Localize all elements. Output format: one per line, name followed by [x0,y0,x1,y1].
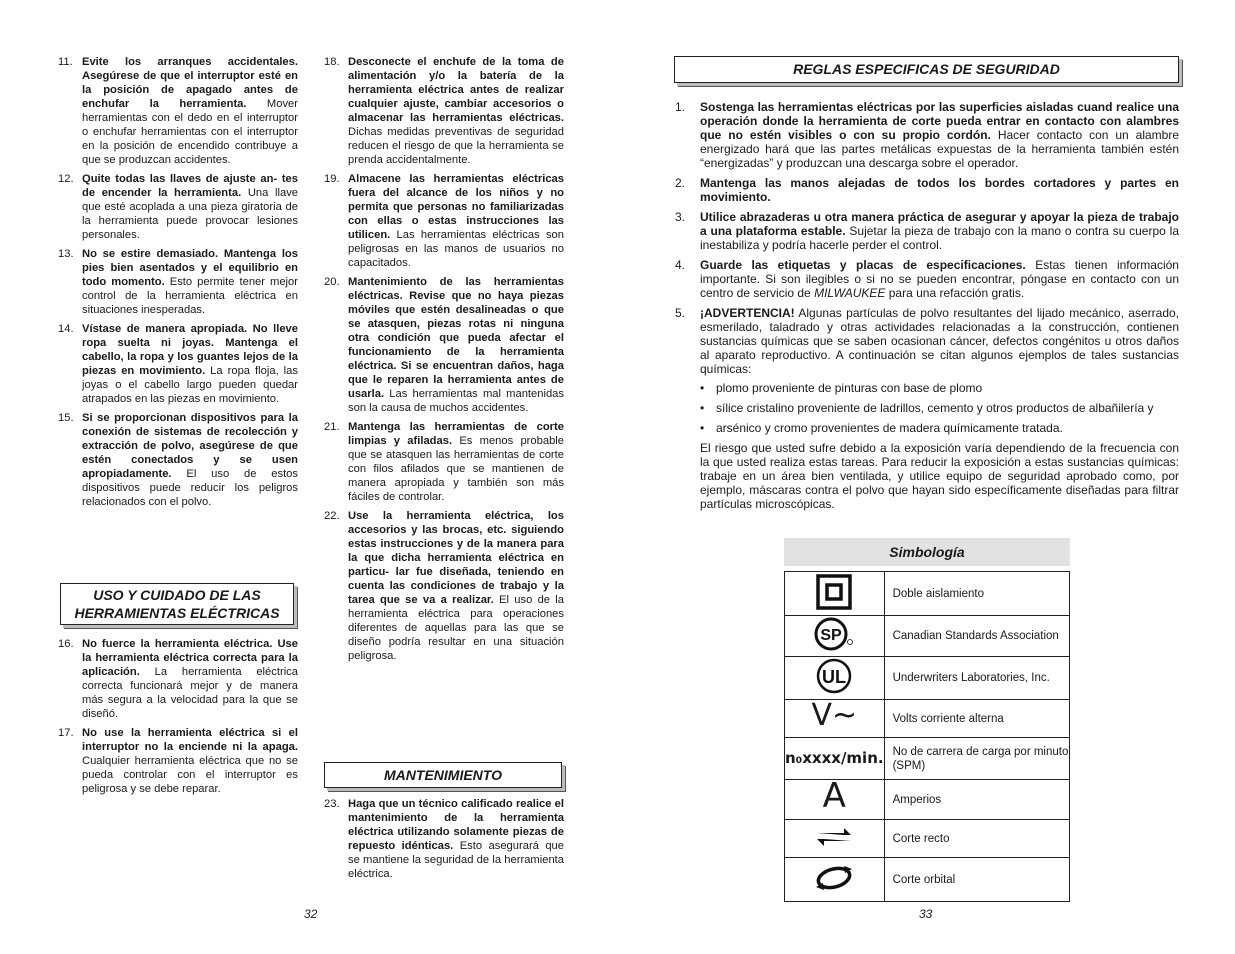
warning-paragraph: El riesgo que usted sufre debido a la exposición varía dependiendo de la frecuencia con la que usted realiza estas tareas. Para reducir la exposición a estas sustancias químicas: trabaje en un área bien ventilada, y utilice equipo de seguridad aprobado como, por ejemplo, máscaras contra el polvo que hayan sido específicamente diseñadas para filtrar partículas microscópicas. [700,441,1179,511]
item-italic-text: MILWAUKEE [810,286,886,300]
item-body-text: Las herramientas eléctricas son peligrosas en las manos de usuarios no capacitados. [348,229,564,269]
list-item [324,55,564,167]
item-body-text: Esto permite tener mejor control de la herramienta eléctrica en situaciones inesperadas. [82,276,298,316]
ul-icon [785,657,885,700]
item-body-text: Sujetar la pieza de trabajo con la mano o contra su cuerpo la inestabiliza y podría hacerle perder el control. [700,224,1179,252]
symbol-row [785,657,1070,700]
item-bold-text: Desconecte el enchufe de la toma de alimentación y/o la batería de la herramienta eléctrica antes de realizar cualquier ajuste, cambiar accesorios o almacenar las herramientas eléctricas. [348,56,564,124]
item-tail-text: para una refacción gratis. [885,286,1025,300]
symbols-title: Simbología [784,538,1070,566]
item-number: 18. [324,56,340,68]
item-number: 13. [58,248,74,260]
item-body-text: Las herramientas mal mantenidas son la causa de muchos accidentes. [348,388,564,414]
item-body-text: Dichas medidas preventivas de seguridad reducen el riesgo de que la herramienta se prenda accidentalmente. [348,126,564,166]
item-text [348,275,564,415]
section-title-reglas: REGLAS ESPECIFICAS DE SEGURIDAD [793,61,1060,77]
symbol-label: Doble aislamiento [884,572,1069,616]
item-bold-text: Haga que un técnico calificado realice el mantenimiento de la herramienta eléctrica utilizando solamente piezas de repuesto idénticas. [348,798,564,852]
item-number: 15. [58,412,74,424]
item-bold-text: Sostenga las herramientas eléctricas por las superficies aisladas cuand realice una operación donde la herramienta de corte pueda entrar en contacto con alambres que no estén visibles o con su propio cordón. [700,100,1179,142]
list-item [58,726,298,796]
item-body-text: La herramienta eléctrica correcta funcionará mejor y de manera más segura a la velocidad para la que se diseñó. [82,666,298,720]
item-bold-text: Mantenga las manos alejadas de todos los bordes cortadores y partes en movimiento. [700,176,1179,204]
section-title-uso: USO Y CUIDADO DE LAS HERRAMIENTAS ELÉCTRICAS [74,587,280,621]
item-number: 11. [58,56,73,68]
symbol-label: Amperios [884,780,1069,820]
symbol-glyph: A [822,775,846,816]
symbol-label: Canadian Standards Association [884,616,1069,657]
item-text [82,322,298,406]
item-number: 20. [324,276,340,288]
list-item [675,258,1179,300]
item-bold-text: ¡ADVERTENCIA! [700,306,795,320]
page-number-left: 32 [304,907,318,921]
svg-text:SP: SP [820,627,842,644]
column-1 [58,55,298,514]
no-load-strokes-icon [785,738,885,780]
item-body-text: La ropa floja, las joyas o el cabello largo pueden quedar atrapados en las piezas en movimiento. [82,365,298,405]
csa-icon [785,616,885,657]
item-bold-text: No fuerce la herramienta eléctrica. Use la herramienta eléctrica correcta para la aplicación. [82,638,298,678]
bullet-dot: • [700,421,705,435]
item-number: 22. [324,510,340,522]
list-item [58,247,298,317]
item-text [348,797,564,881]
section-title-mantenimiento: MANTENIMIENTO [384,767,502,783]
item-text [700,100,1179,170]
item-text [700,306,1179,376]
item-body-text: Cualquier herramienta eléctrica que no se pueda controlar con el interruptor es peligrosa y se debe reparar. [82,755,298,795]
item-bold-text: Guarde las etiquetas y placas de especificaciones. [700,258,1026,272]
item-text [82,637,298,721]
orbital-cut-icon [785,858,885,902]
bullet-text: plomo proveniente de pinturas con base de plomo [716,381,983,395]
column-2-continued [324,797,564,886]
column-1-continued [58,637,298,801]
item-text [82,411,298,509]
symbol-row [785,572,1070,616]
list-item [324,275,564,415]
bullet-text: arsénico y cromo provenientes de madera químicamente tratada. [716,421,1063,435]
item-number: 2. [675,176,686,190]
item-number: 21. [324,421,340,433]
item-body-text: Una llave que esté acoplada a una pieza giratoria de la herramienta puede provocar lesiones personales. [82,187,299,241]
item-text [700,258,1179,300]
list-item [675,210,1179,252]
symbol-row [785,820,1070,858]
list-item [675,100,1179,170]
item-number: 12. [58,173,74,185]
item-number: 4. [675,258,686,272]
symbol-label: Volts corriente alterna [884,700,1069,738]
item-text [700,176,1179,204]
list-item [58,411,298,509]
item-bold-text: Mantenga las herramientas de corte limpias y afiladas. [348,421,564,447]
symbol-row [785,780,1070,820]
list-item [324,797,564,881]
item-number: 23. [324,798,340,810]
item-number: 14. [58,323,74,335]
symbol-label: No de carrera de carga por minuto (SPM) [884,738,1069,780]
item-body-text: Esto asegurará que se mantiene la seguridad de la herramienta eléctrica. [348,840,564,880]
page-number-right: 33 [919,907,933,921]
symbol-glyph: n₀xxxx/min. [785,748,884,767]
list-item [324,172,564,270]
item-body-text: Mover herramientas con el dedo en el interruptor o enchufar herramientas con el interruptor en la posición de encendido contribuye a que se produzcan accidentes. [82,98,298,166]
list-item [324,509,564,663]
svg-text:UL: UL [822,667,847,687]
bullet-dot: • [700,401,705,415]
symbols-table [784,571,1070,902]
bullet-list [700,381,1179,435]
item-number: 16. [58,638,74,650]
list-item [324,420,564,504]
item-bold-text: Si se proporcionan dispositivos para la conexión de sistemas de recolección y extracción de polvo, asegúrese de que estén conectados y se usen apropiadamente. [82,412,298,480]
bullet-item [700,401,1179,415]
list-item [58,322,298,406]
list-item [58,55,298,167]
list-item [58,637,298,721]
item-text [348,172,564,270]
straight-cut-icon [785,820,885,858]
item-body-text: Hacer contacto con un alambre energizado hará que las partes metálicas expuestas de la herramienta también estén “energizadas” y produzcan una descarga sobre el operador. [700,128,1180,170]
item-bold-text: Evite los arranques accidentales. Asegúrese de que el interruptor esté en la posición de apagado antes de enchufar la herramienta. [82,56,298,110]
bullet-item [700,381,1179,395]
item-text [82,247,298,317]
symbol-glyph: V~ [811,697,858,733]
list-item [675,176,1179,204]
symbol-row [785,700,1070,738]
item-text [348,509,564,663]
item-text [348,55,564,167]
item-body-text: Es menos probable que se atasquen las herramientas de corte con filos afilados que se mantienen de manera apropiada y también son más fáciles de controlar. [348,435,564,503]
amperes-icon [785,775,885,820]
section-header-uso [60,583,294,625]
item-number: 1. [675,100,686,114]
symbol-label: Underwriters Laboratories, Inc. [884,657,1069,700]
item-bold-text: Mantenimiento de las herramientas eléctricas. Revise que no haya piezas móviles que estén desalineadas o que se atasquen, piezas rotas ni ninguna otra condición que pueda afectar el funcionamiento de la herramienta eléctrica. Si se encuentran daños, haga que le reparen la herramienta antes de usarla. [348,276,564,400]
list-item [675,306,1179,376]
symbol-label: Corte recto [884,820,1069,858]
item-bold-text: No use la herramienta eléctrica si el interruptor no la enciende ni la apaga. [82,727,298,753]
bullet-text: sílice cristalino proveniente de ladrillos, cemento y otros productos de albañilería y [716,401,1154,415]
item-body-text: Algunas partículas de polvo resultantes del lijado mecánico, aserrado, esmerilado, taladrado y otras actividades relacionadas a la construcción, contienen sustancias químicas que se saben ocasionan cáncer, defectos congénitos u otros daños al aparato reproductivo. A continuación se citan algunos ejemplos de tales sustancias químicas: [700,306,1179,376]
item-body-text: El uso de la herramienta eléctrica para operaciones diferentes de aquellas para las que se diseño podría resultar en una situación peligrosa. [348,594,564,662]
item-bold-text: No se estire demasiado. Mantenga los pies bien asentados y el equilibrio en todo momento. [82,248,298,288]
item-bold-text: Almacene las herramientas eléctricas fuera del alcance de los niños y no permita que personas no familiarizadas con ellas o estas instrucciones las utilicen. [348,173,564,241]
symbol-row [785,858,1070,902]
item-bold-text: Vístase de manera apropiada. No lleve ropa suelta ni joyas. Mantenga el cabello, la ropa y los guantes lejos de la piezas en movimiento. [82,323,298,377]
item-number: 19. [324,173,340,185]
item-text [700,210,1179,252]
item-bold-text: Use la herramienta eléctrica, los accesorios y las brocas, etc. siguiendo estas instrucciones y de la manera para la que dicha herramienta eléctrica en particu- lar fue diseñada, teniendo en cuenta las condiciones de trabajo y la tarea que se va a realizar. [348,510,564,606]
item-text [348,420,564,504]
list-item [58,172,298,242]
symbol-row [785,738,1070,780]
item-body-text: El uso de estos dispositivos puede reducir los peligros relacionados con el polvo. [82,468,298,508]
column-2 [324,55,564,668]
section-header-reglas [674,56,1179,83]
item-body-text: Estas tienen información importante. Si son ilegibles o si no se pueden encontrar, póngase en contacto con un centro de servicio de [700,258,1179,300]
section-header-mantenimiento [324,762,562,788]
item-text [82,55,298,167]
double-insulation-icon [785,572,885,616]
item-number: 3. [675,210,686,224]
item-bold-text: Utilice abrazaderas u otra manera práctica de asegurar y apoyar la pieza de trabajo a una plataforma estable. [700,210,1179,238]
item-number: 17. [58,727,74,739]
symbol-label: Corte orbital [884,858,1069,902]
right-column [675,100,1179,511]
volts-ac-icon [785,697,885,738]
bullet-item [700,421,1179,435]
bullet-dot: • [700,381,705,395]
item-bold-text: Quite todas las llaves de ajuste an- tes de encender la herramienta. [82,173,298,199]
item-text [82,172,298,242]
symbol-row [785,616,1070,657]
item-text [82,726,298,796]
item-number: 5. [675,306,686,320]
